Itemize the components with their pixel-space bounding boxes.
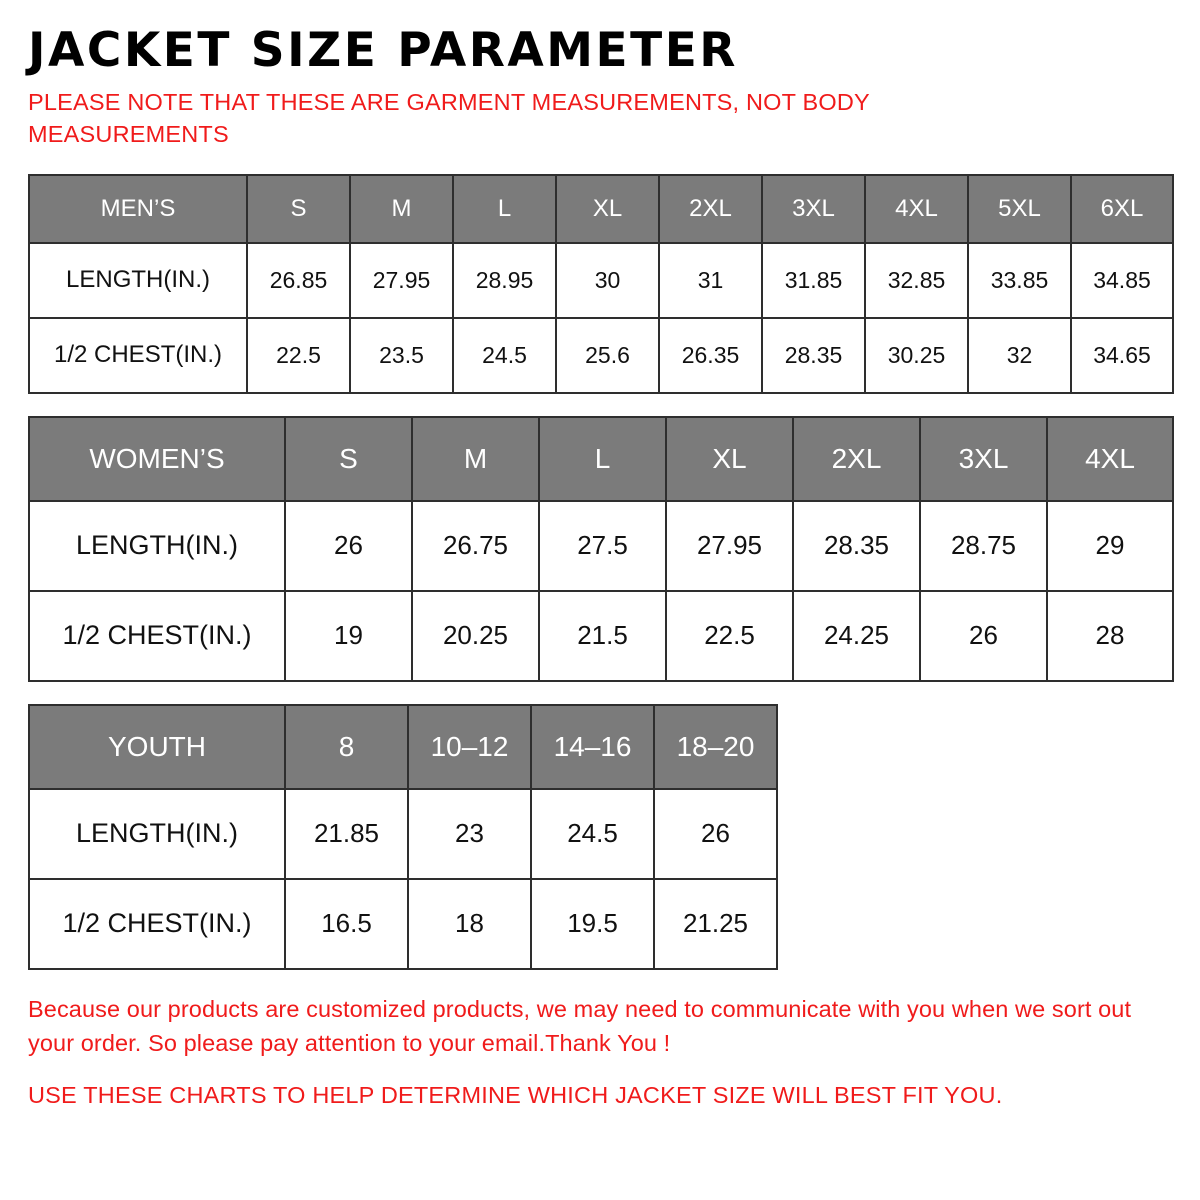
mens-length-4xl: 32.85 xyxy=(865,243,968,318)
womens-header-3xl: 3XL xyxy=(920,417,1047,501)
womens-chest-2xl: 24.25 xyxy=(793,591,920,681)
womens-header-category: WOMEN’S xyxy=(29,417,285,501)
youth-chest-18-20: 21.25 xyxy=(654,879,777,969)
mens-header-6xl: 6XL xyxy=(1071,175,1173,243)
youth-chest-14-16: 19.5 xyxy=(531,879,654,969)
womens-length-l: 27.5 xyxy=(539,501,666,591)
mens-header-4xl: 4XL xyxy=(865,175,968,243)
womens-header-m: M xyxy=(412,417,539,501)
table-header-row xyxy=(29,175,1173,243)
womens-chest-s: 19 xyxy=(285,591,412,681)
womens-chest-xl: 22.5 xyxy=(666,591,793,681)
mens-header-3xl: 3XL xyxy=(762,175,865,243)
mens-length-3xl: 31.85 xyxy=(762,243,865,318)
mens-length-m: 27.95 xyxy=(350,243,453,318)
youth-length-10-12: 23 xyxy=(408,789,531,879)
table-row xyxy=(29,318,1173,393)
mens-length-label: LENGTH(IN.) xyxy=(29,243,247,318)
womens-length-label: LENGTH(IN.) xyxy=(29,501,285,591)
mens-header-s: S xyxy=(247,175,350,243)
table-row xyxy=(29,789,777,879)
womens-length-m: 26.75 xyxy=(412,501,539,591)
womens-chest-3xl: 26 xyxy=(920,591,1047,681)
youth-length-8: 21.85 xyxy=(285,789,408,879)
mens-length-l: 28.95 xyxy=(453,243,556,318)
womens-length-s: 26 xyxy=(285,501,412,591)
youth-length-18-20: 26 xyxy=(654,789,777,879)
mens-chest-xl: 25.6 xyxy=(556,318,659,393)
mens-chest-m: 23.5 xyxy=(350,318,453,393)
mens-length-2xl: 31 xyxy=(659,243,762,318)
youth-chest-10-12: 18 xyxy=(408,879,531,969)
mens-header-5xl: 5XL xyxy=(968,175,1071,243)
footer-chart-usage-note: USE THESE CHARTS TO HELP DETERMINE WHICH JACKET SIZE WILL BEST FIT YOU. xyxy=(28,1081,1003,1108)
mens-chest-2xl: 26.35 xyxy=(659,318,762,393)
youth-header-18-20: 18–20 xyxy=(654,705,777,789)
page-title: JACKET SIZE PARAMETER xyxy=(28,23,738,78)
table-row xyxy=(29,243,1173,318)
mens-header-category: MEN’S xyxy=(29,175,247,243)
womens-header-xl: XL xyxy=(666,417,793,501)
mens-header-m: M xyxy=(350,175,453,243)
table-row xyxy=(29,879,777,969)
womens-chest-l: 21.5 xyxy=(539,591,666,681)
mens-length-s: 26.85 xyxy=(247,243,350,318)
footer-custom-order-note: Because our products are customized products, we may need to communicate with you when we sort out your order. So please pay attention to your email.Thank You ! xyxy=(28,995,1132,1056)
mens-size-table xyxy=(28,174,1174,394)
mens-header-l: L xyxy=(453,175,556,243)
womens-length-3xl: 28.75 xyxy=(920,501,1047,591)
table-header-row xyxy=(29,705,777,789)
womens-length-2xl: 28.35 xyxy=(793,501,920,591)
mens-chest-l: 24.5 xyxy=(453,318,556,393)
measurement-note: PLEASE NOTE THAT THESE ARE GARMENT MEASUREMENTS, NOT BODY MEASUREMENTS xyxy=(28,89,870,147)
womens-header-4xl: 4XL xyxy=(1047,417,1173,501)
mens-chest-6xl: 34.65 xyxy=(1071,318,1173,393)
womens-header-2xl: 2XL xyxy=(793,417,920,501)
footer-notes xyxy=(28,992,1170,1112)
mens-chest-5xl: 32 xyxy=(968,318,1071,393)
womens-chest-4xl: 28 xyxy=(1047,591,1173,681)
womens-chest-label: 1/2 CHEST(IN.) xyxy=(29,591,285,681)
table-header-row xyxy=(29,417,1173,501)
womens-length-xl: 27.95 xyxy=(666,501,793,591)
womens-size-table xyxy=(28,416,1174,682)
youth-size-table xyxy=(28,704,778,970)
womens-length-4xl: 29 xyxy=(1047,501,1173,591)
youth-header-14-16: 14–16 xyxy=(531,705,654,789)
youth-length-label: LENGTH(IN.) xyxy=(29,789,285,879)
womens-header-l: L xyxy=(539,417,666,501)
youth-chest-8: 16.5 xyxy=(285,879,408,969)
youth-header-category: YOUTH xyxy=(29,705,285,789)
mens-length-6xl: 34.85 xyxy=(1071,243,1173,318)
mens-header-xl: XL xyxy=(556,175,659,243)
mens-chest-label: 1/2 CHEST(IN.) xyxy=(29,318,247,393)
youth-chest-label: 1/2 CHEST(IN.) xyxy=(29,879,285,969)
mens-chest-3xl: 28.35 xyxy=(762,318,865,393)
youth-length-14-16: 24.5 xyxy=(531,789,654,879)
table-row xyxy=(29,501,1173,591)
mens-chest-4xl: 30.25 xyxy=(865,318,968,393)
mens-header-2xl: 2XL xyxy=(659,175,762,243)
womens-chest-m: 20.25 xyxy=(412,591,539,681)
womens-header-s: S xyxy=(285,417,412,501)
mens-length-xl: 30 xyxy=(556,243,659,318)
mens-chest-s: 22.5 xyxy=(247,318,350,393)
table-row xyxy=(29,591,1173,681)
youth-header-10-12: 10–12 xyxy=(408,705,531,789)
youth-header-8: 8 xyxy=(285,705,408,789)
mens-length-5xl: 33.85 xyxy=(968,243,1071,318)
